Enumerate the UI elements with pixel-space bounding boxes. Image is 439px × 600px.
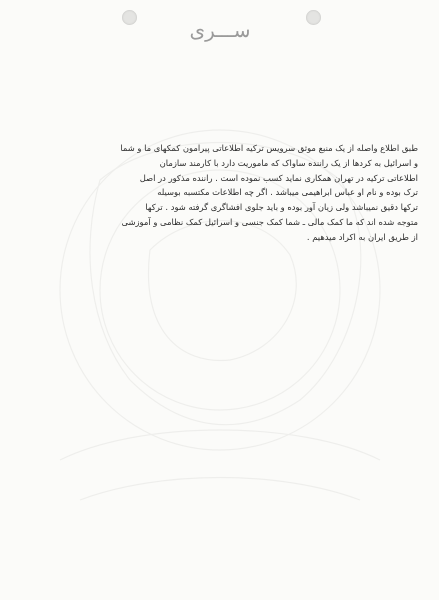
punch-hole-right <box>306 10 321 25</box>
punch-hole-left <box>122 10 137 25</box>
classification-header: ســـری <box>189 18 251 42</box>
background-watermark <box>20 40 420 560</box>
footer-watermark <box>0 540 439 600</box>
body-line: از طریق ایران به اکراد میدهیم . <box>306 231 418 242</box>
body-line: متوجه شده اند که ما کمک مالی ـ شما کمک جنسی و اسرائیل کمک نظامی و آموزشی <box>121 216 418 227</box>
document-body <box>28 141 418 245</box>
body-line: ترکها دقیق نمیباشد ولی زیان آور بوده و باید جلوی افشاگری گرفته شود . ترکها <box>145 202 418 213</box>
body-line: و اسرائیل به کردها از یک راننده ساواک که ماموریت دارد با کارمند سازمان <box>159 157 418 168</box>
body-line: ترک بوده و نام او عباس ابراهیمی میباشد . اگر چه اطلاعات مکتسبه بوسیله <box>157 187 418 198</box>
body-line: طبق اطلاع واصله از یک منبع موثق سرویس ترکیه اطلاعاتی پیرامون کمکهای ما و شما <box>120 143 418 153</box>
body-line: اطلاعاتی ترکیه در تهران همکاری نماید کسب نموده است . راننده مذکور در اصل <box>139 172 418 183</box>
